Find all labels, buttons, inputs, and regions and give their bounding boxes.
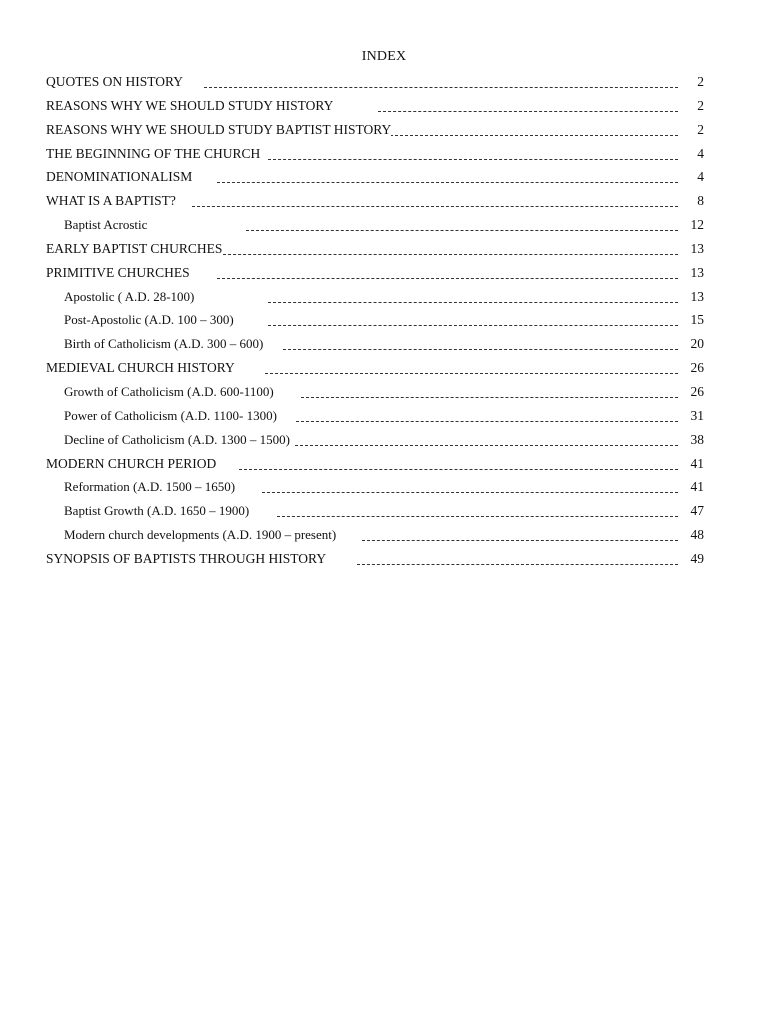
toc-dotted-leader	[295, 445, 678, 446]
toc-entry[interactable]	[46, 380, 704, 404]
toc-entry[interactable]	[46, 475, 704, 499]
toc-dotted-leader	[283, 349, 678, 350]
toc-dotted-leader	[378, 111, 678, 112]
toc-entry[interactable]	[46, 237, 704, 261]
toc-dotted-leader	[296, 421, 678, 422]
toc-entry-page-number: 13	[690, 288, 704, 304]
toc-entry-label: WHAT IS A BAPTIST?	[46, 189, 176, 212]
toc-entry[interactable]	[46, 452, 704, 476]
toc-entry[interactable]	[46, 118, 704, 142]
toc-entry-page-number: 38	[690, 431, 704, 447]
toc-entry-page-number: 4	[697, 145, 704, 161]
toc-dotted-leader	[268, 159, 678, 160]
toc-dotted-leader	[357, 564, 678, 565]
toc-entry[interactable]	[46, 189, 704, 213]
toc-entry-page-number: 26	[690, 360, 704, 376]
toc-entry-page-number: 13	[690, 240, 704, 256]
toc-entry[interactable]	[46, 308, 704, 332]
toc-dotted-leader	[204, 87, 678, 88]
toc-entry-page-number: 41	[690, 479, 704, 495]
toc-dotted-leader	[239, 469, 678, 470]
toc-entry-page-number: 49	[690, 550, 704, 566]
toc-entry-page-number: 2	[697, 74, 704, 89]
toc-entry-page-number: 13	[690, 264, 704, 280]
toc-entry-label: EARLY BAPTIST CHURCHES	[46, 237, 222, 260]
toc-dotted-leader	[217, 278, 678, 279]
toc-entry-label: THE BEGINNING OF THE CHURCH	[46, 142, 260, 165]
toc-entry[interactable]	[46, 356, 704, 380]
toc-entry-label: Reformation (A.D. 1500 – 1650)	[64, 475, 235, 498]
toc-entry-label: Post-Apostolic (A.D. 100 – 300)	[64, 308, 234, 331]
toc-entry-page-number: 31	[690, 407, 704, 423]
toc-dotted-leader	[217, 182, 678, 183]
toc-entry[interactable]	[46, 523, 704, 547]
toc-entry-page-number: 2	[697, 121, 704, 137]
toc-dotted-leader	[268, 302, 678, 303]
index-title: INDEX	[361, 49, 407, 64]
toc-dotted-leader	[265, 373, 678, 374]
toc-entry-label: Modern church developments (A.D. 1900 – present)	[64, 523, 336, 546]
toc-dotted-leader	[192, 206, 678, 207]
toc-dotted-leader	[268, 325, 678, 326]
toc-entry-label: Growth of Catholicism (A.D. 600-1100)	[64, 380, 274, 403]
toc-entry-label: MEDIEVAL CHURCH HISTORY	[46, 356, 235, 379]
toc-entry-label: Baptist Growth (A.D. 1650 – 1900)	[64, 499, 249, 522]
toc-entry-label: PRIMITIVE CHURCHES	[46, 261, 190, 284]
toc-entry-label: SYNOPSIS OF BAPTISTS THROUGH HISTORY	[46, 547, 326, 570]
toc-entry[interactable]	[46, 428, 704, 452]
toc-entry[interactable]	[46, 261, 704, 285]
toc-entry-page-number: 47	[690, 503, 704, 519]
toc-entry-page-number: 26	[690, 383, 704, 399]
toc-dotted-leader	[218, 254, 678, 255]
toc-entry[interactable]	[46, 213, 704, 237]
toc-entry[interactable]	[46, 404, 704, 428]
toc-entry-page-number: 2	[697, 97, 704, 113]
toc-entry-label: REASONS WHY WE SHOULD STUDY BAPTIST HISTORY	[46, 118, 391, 141]
toc-entry-label: Power of Catholicism (A.D. 1100- 1300)	[64, 404, 277, 427]
toc-dotted-leader	[301, 397, 678, 398]
table-of-contents	[46, 70, 704, 571]
toc-entry-label: QUOTES ON HISTORY	[46, 70, 183, 93]
toc-dotted-leader	[262, 492, 678, 493]
toc-entry-page-number: 4	[697, 169, 704, 185]
toc-entry-page-number: 15	[690, 312, 704, 328]
toc-entry[interactable]	[46, 94, 704, 118]
toc-entry[interactable]	[46, 165, 704, 189]
toc-entry[interactable]	[46, 499, 704, 523]
toc-dotted-leader	[277, 516, 678, 517]
toc-entry-label: MODERN CHURCH PERIOD	[46, 452, 216, 475]
toc-entry[interactable]	[46, 547, 704, 571]
toc-entry-label: Apostolic ( A.D. 28-100)	[64, 285, 194, 308]
toc-entry[interactable]	[46, 70, 704, 94]
toc-entry[interactable]	[46, 332, 704, 356]
toc-entry-page-number: 12	[690, 217, 704, 233]
toc-entry[interactable]	[46, 142, 704, 166]
toc-entry-label: Baptist Acrostic	[64, 213, 147, 236]
toc-entry-label: REASONS WHY WE SHOULD STUDY HISTORY	[46, 94, 333, 117]
toc-entry-label: Birth of Catholicism (A.D. 300 – 600)	[64, 332, 263, 355]
toc-dotted-leader	[362, 540, 678, 541]
toc-entry[interactable]	[46, 285, 704, 309]
toc-entry-label: Decline of Catholicism (A.D. 1300 – 1500)	[64, 428, 290, 451]
toc-entry-page-number: 41	[690, 455, 704, 471]
toc-entry-label: DENOMINATIONALISM	[46, 165, 192, 188]
toc-entry-page-number: 20	[690, 336, 704, 352]
toc-entry-page-number: 8	[697, 193, 704, 209]
toc-entry-page-number: 48	[690, 527, 704, 543]
toc-dotted-leader	[246, 230, 678, 231]
